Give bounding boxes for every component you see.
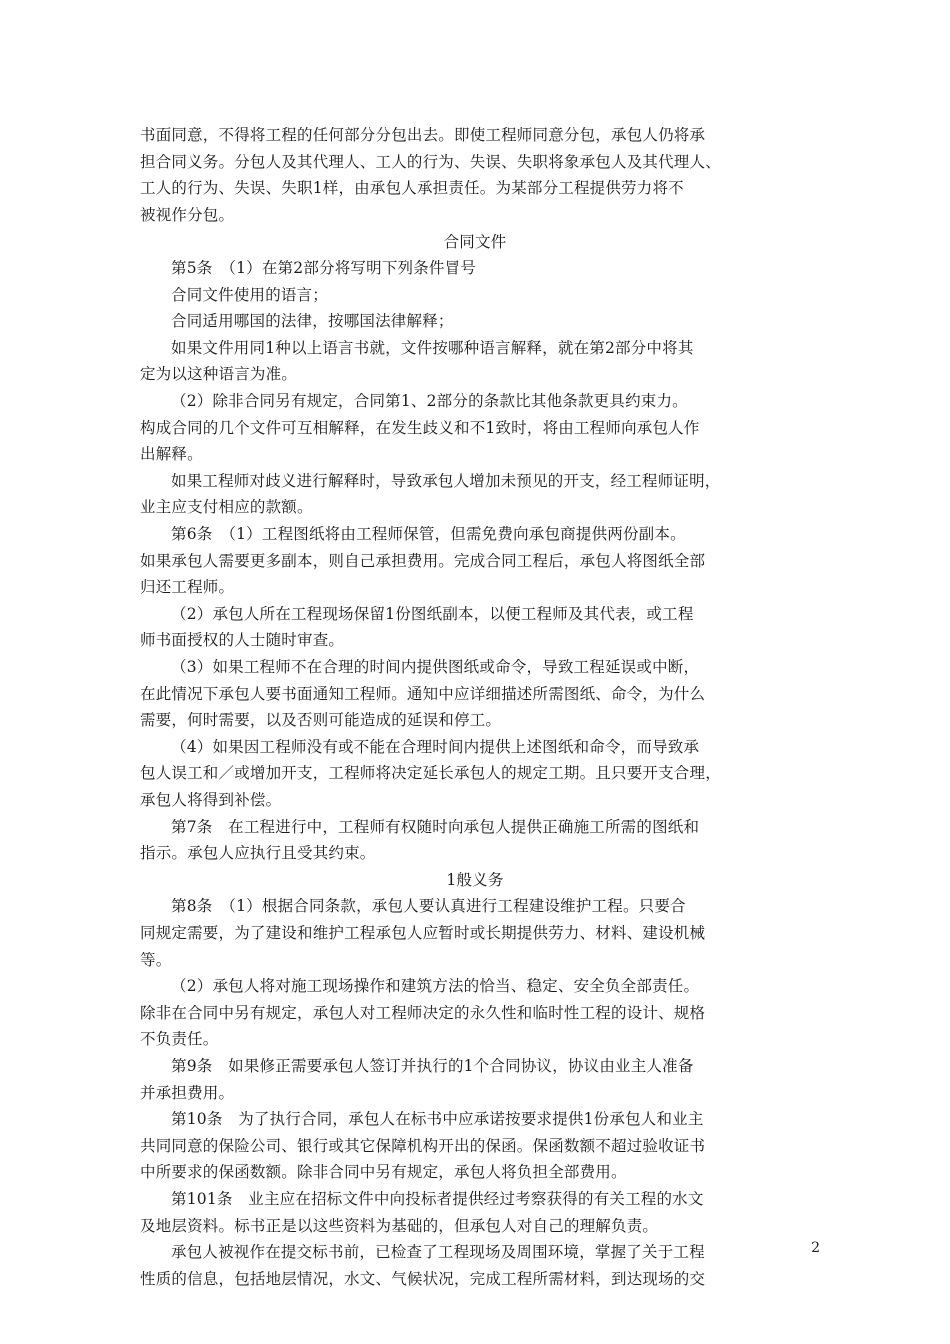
text-line: 在此情况下承包人要书面通知工程师。通知中应详细描述所需图纸、命令，为什么: [140, 685, 706, 703]
text-line: 合同文件使用的语言；: [171, 286, 329, 304]
text-line: 需要，何时需要，以及否则可能造成的延误和停工。: [140, 711, 502, 729]
section-heading: 合同文件: [443, 233, 507, 251]
text-line: 中所要求的保函数额。除非合同中另有规定，承包人将负担全部费用。: [140, 1163, 627, 1181]
text-line: 如果承包人需要更多副本，则自己承担费用。完成合同工程后，承包人将图纸全部: [140, 552, 706, 570]
text-line: 第5条 （1）在第2部分将写明下列条件冒号: [171, 259, 477, 277]
text-line: 第9条 如果修正需要承包人签订并执行的1个合同协议，协议由业主人准备: [171, 1057, 694, 1075]
text-line: 第8条 （1）根据合同条款，承包人要认真进行工程建设维护工程。只要合: [171, 897, 686, 915]
text-line: 同规定需要，为了建设和维护工程承包人应暂时或长期提供劳力、材料、建设机械: [140, 924, 706, 942]
text-line: 及地层资料。标书正是以这些资料为基础的，但承包人对自己的理解负责。: [140, 1217, 659, 1235]
text-line: 不负责任。: [140, 1030, 219, 1048]
text-line: 工人的行为、失误、失职1样，由承包人承担责任。为某部分工程提供劳力将不: [140, 179, 684, 197]
text-line: 担合同义务。分包人及其代理人、工人的行为、失误、失职将象承包人及其代理人、: [140, 153, 721, 171]
text-line: （2）承包人将对施工现场操作和建筑方法的恰当、稳定、安全负全部责任。: [171, 977, 700, 995]
page-number: 2: [811, 1240, 820, 1256]
text-line: 性质的信息，包括地层情况，水文、气候状况，完成工程所需材料，到达现场的交: [140, 1270, 706, 1288]
text-line: 业主应支付相应的款额。: [140, 498, 313, 516]
text-line: 第101条 业主应在招标文件中向投标者提供经过考察获得的有关工程的水文: [171, 1190, 704, 1208]
text-line: （4）如果因工程师没有或不能在合理时间内提供上述图纸和命令，而导致承: [171, 738, 700, 756]
text-line: 除非在合同中另有规定，承包人对工程师决定的永久性和临时性工程的设计、规格: [140, 1004, 706, 1022]
section-heading: 1般义务: [446, 871, 504, 889]
text-line: 归还工程师。: [140, 578, 235, 596]
text-line: 师书面授权的人士随时审查。: [140, 631, 345, 649]
text-line: 承包人将得到补偿。: [140, 791, 282, 809]
text-line: 书面同意，不得将工程的任何部分分包出去。即使工程师同意分包，承包人仍将承: [140, 126, 706, 144]
text-line: （2）除非合同另有规定，合同第1、2部分的条款比其他条款更具约束力。: [171, 392, 688, 410]
text-line: 包人误工和／或增加开支，工程师将决定延长承包人的规定工期。且只要开支合理，: [140, 764, 721, 782]
text-line: 如果工程师对歧义进行解释时，导致承包人增加未预见的开支，经工程师证明，: [171, 472, 721, 490]
text-line: 如果文件用同1种以上语言书就，文件按哪种语言解释，就在第2部分中将其: [171, 339, 694, 357]
text-line: 第10条 为了执行合同，承包人在标书中应承诺按要求提供1份承包人和业主: [171, 1110, 704, 1128]
text-line: 第6条 （1）工程图纸将由工程师保管，但需免费向承包商提供两份副本。: [171, 525, 686, 543]
text-line: 等。: [140, 951, 172, 969]
text-line: 合同适用哪国的法律，按哪国法律解释；: [171, 312, 454, 330]
text-line: 承包人被视作在提交标书前，已检查了工程现场及周围环境，掌握了关于工程: [171, 1243, 705, 1261]
text-line: 被视作分包。: [140, 206, 235, 224]
text-line: 出解释。: [140, 445, 203, 463]
text-line: 构成合同的几个文件可互相解释，在发生歧义和不1致时，将由工程师向承包人作: [140, 419, 700, 437]
text-line: 第7条 在工程进行中，工程师有权随时向承包人提供正确施工所需的图纸和: [171, 818, 700, 836]
text-line: 指示。承包人应执行且受其约束。: [140, 844, 376, 862]
text-line: 并承担费用。: [140, 1084, 235, 1102]
text-line: 定为以这种语言为准。: [140, 365, 298, 383]
text-line: （2）承包人所在工程现场保留1份图纸副本，以便工程师及其代表，或工程: [171, 605, 694, 623]
text-line: （3）如果工程师不在合理的时间内提供图纸或命令，导致工程延误或中断，: [171, 658, 700, 676]
text-line: 共同同意的保险公司、银行或其它保障机构开出的保函。保函数额不超过验收证书: [140, 1137, 706, 1155]
